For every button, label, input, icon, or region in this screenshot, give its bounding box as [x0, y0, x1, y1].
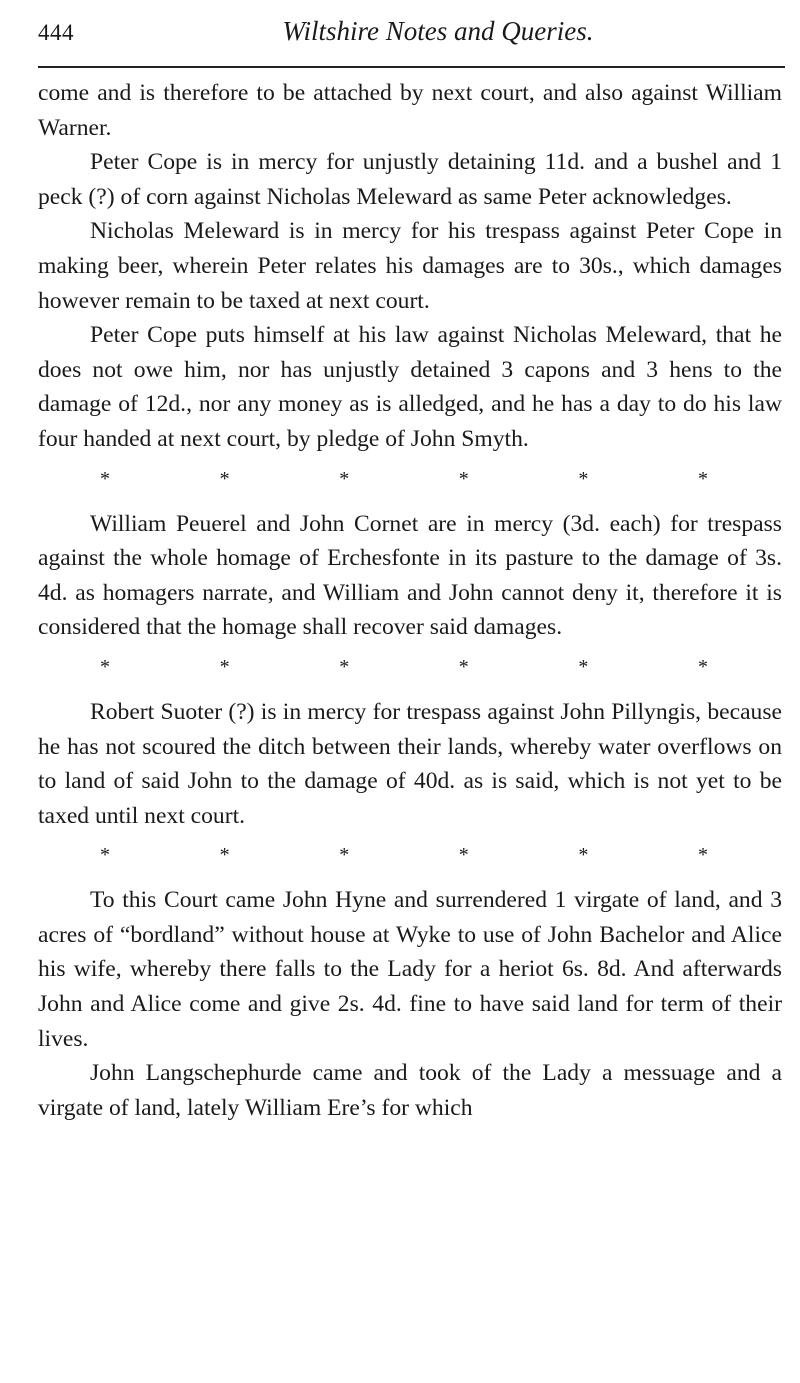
- separator-star: *: [697, 844, 708, 867]
- body-text: [38, 76, 782, 1125]
- running-title: Wiltshire Notes and Queries.: [282, 16, 594, 46]
- separator-star: *: [458, 844, 469, 867]
- separator-star: *: [697, 655, 708, 678]
- separator-star: *: [458, 655, 469, 678]
- paragraph: William Peuerel and John Cornet are in mercy (3d. each) for trespass against the whole homage of Erchesfonte in its pasture to the damage of 3s. 4d. as homagers narrate, and William and John cannot deny it, therefore it is considered that the homage shall recover said damages.: [38, 510, 782, 641]
- header-rule: [38, 66, 785, 68]
- separator-star: *: [578, 655, 589, 678]
- separator-star: *: [219, 844, 230, 867]
- separator-star: *: [578, 467, 589, 490]
- section-separator: [38, 645, 782, 695]
- separator-star: *: [339, 655, 350, 678]
- separator-star: *: [219, 467, 230, 490]
- paragraph: Peter Cope is in mercy for unjustly detaining 11d. and a bushel and 1 peck (?) of corn against Nicholas Meleward as same Peter acknowledges.: [38, 149, 782, 210]
- separator-star: *: [458, 467, 469, 490]
- separator-star: *: [578, 844, 589, 867]
- separator-star: *: [100, 467, 110, 490]
- running-header: [38, 14, 778, 54]
- section-separator: [38, 833, 782, 883]
- separator-star: *: [339, 467, 350, 490]
- section-separator: [38, 457, 782, 507]
- paragraph: Nicholas Meleward is in mercy for his trespass against Peter Cope in making beer, wherein Peter relates his damages are to 30s., which damages however remain to be taxed at next court.: [38, 218, 782, 314]
- paragraph: Peter Cope puts himself at his law against Nicholas Meleward, that he does not owe him, nor has unjustly detained 3 capons and 3 hens to the damage of 12d., nor any money as is alledged, and he has a day to do his law four handed at next court, by pledge of John Smyth.: [38, 322, 782, 452]
- paragraph: To this Court came John Hyne and surrendered 1 virgate of land, and 3 acres of “bordland” without house at Wyke to use of John Bachelor and Alice his wife, whereby there falls to the Lady for a heriot 6s. 8d. And afterwards John and Alice come and give 2s. 4d. fine to have said land for term of their lives.: [38, 887, 782, 1052]
- separator-star: *: [100, 844, 110, 867]
- paragraph: Robert Suoter (?) is in mercy for trespass against John Pillyngis, because he has not scoured the ditch between their lands, whereby water overflows on to land of said John to the damage of 40d. as is said, which is not yet to be taxed until next court.: [38, 698, 782, 829]
- page-number: 444: [38, 20, 74, 45]
- separator-star: *: [100, 655, 110, 678]
- separator-star: *: [339, 844, 350, 867]
- paragraph: John Langschephurde came and took of the Lady a messuage and a virgate of land, lately William Ere’s for which: [38, 1060, 782, 1121]
- paragraph: come and is therefore to be attached by next court, and also against William Warner.: [38, 80, 782, 141]
- separator-star: *: [219, 655, 230, 678]
- separator-star: *: [697, 467, 708, 490]
